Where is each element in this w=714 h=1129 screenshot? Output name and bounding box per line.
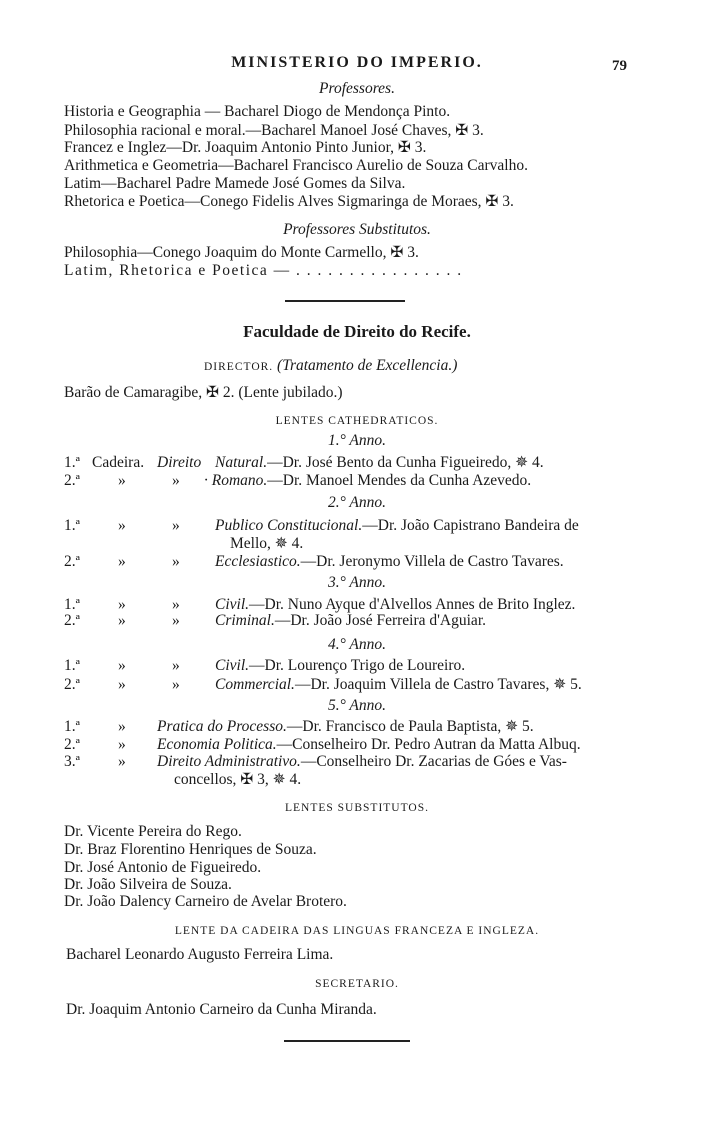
row-col1: » [118,472,126,489]
anno-heading: 4.° Anno. [327,636,386,653]
professores-heading: Professores. [319,80,395,97]
row-text: —Dr. João José Ferreira d'Aguiar. [274,612,486,629]
row-continuation: concellos, ✠ 3, ✵ 4. [174,771,302,788]
page-number: 79 [612,58,627,74]
row-subject: Publico Constitucional. [215,517,363,534]
row-text: —Dr. Lourenço Trigo de Loureiro. [249,657,466,674]
row-col2: » [172,676,180,693]
row-col2: » [172,517,180,534]
row-number: 1.ª [64,657,80,674]
row-col1: » [118,736,126,753]
professor-line: Arithmetica e Geometria—Bacharel Francisco Aurelio de Souza Carvalho. [64,157,528,174]
row-number: 1.ª [64,596,80,613]
professor-line: Latim—Bacharel Padre Mamede José Gomes da Silva. [64,175,406,192]
linguas-name: Bacharel Leonardo Augusto Ferreira Lima. [66,946,334,963]
bottom-divider [284,1040,410,1042]
row-col1: » [118,753,126,770]
row-subject: Civil. [215,596,250,613]
faculdade-title: Faculdade de Direito do Recife. [243,322,471,341]
professor-line: Rhetorica e Poetica—Conego Fidelis Alves Sigmaringa de Moraes, ✠ 3. [64,193,514,210]
row-subject: Economia Politica. [157,736,277,753]
list-item: Dr. José Antonio de Figueiredo. [64,859,262,876]
row-number: 1.ª [64,517,80,534]
row-col1: » [118,657,126,674]
row-text: —Conselheiro Dr. Pedro Autran da Matta Albuq. [276,736,581,753]
linguas-heading: LENTE DA CADEIRA DAS LINGUAS FRANCEZA E INGLEZA. [174,925,540,937]
row-number: 1.ª [64,454,80,471]
anno-heading: 1.° Anno. [327,432,386,449]
row-continuation: Mello, ✵ 4. [230,535,304,552]
row-col1: » [118,676,126,693]
row-col2: » [172,472,180,489]
secretario-name: Dr. Joaquim Antonio Carneiro da Cunha Miranda. [66,1001,377,1018]
row-text: —Dr. Francisco de Paula Baptista, ✵ 5. [286,718,534,735]
anno-heading: 3.° Anno. [327,574,386,591]
row-text: —Dr. Manoel Mendes da Cunha Azevedo. [267,472,532,489]
row-number: 2.ª [64,472,80,489]
row-subject: Direito Administrativo. [157,753,301,770]
row-col2: » [172,553,180,570]
substituto-line: Philosophia—Conego Joaquim do Monte Carmello, ✠ 3. [64,244,419,261]
row-subject: Pratica do Processo. [157,718,287,735]
section-divider [285,300,405,302]
row-subject: Natural. [215,454,268,471]
row-col1: » [118,596,126,613]
anno-heading: 5.° Anno. [327,697,386,714]
lentes-substitutos-heading: LENTES SUBSTITUTOS. [284,802,430,814]
director-line [204,357,457,376]
row-text: —Dr. João Capistrano Bandeira de [362,517,579,534]
professor-line: Philosophia racional e moral.—Bacharel Manoel José Chaves, ✠ 3. [64,122,484,139]
row-col1: » [118,517,126,534]
row-text: —Dr. Nuno Ayque d'Alvellos Annes de Brito Inglez. [249,596,576,613]
director-label: DIRECTOR. [204,361,274,373]
row-col2: » [172,596,180,613]
row-subject: · Romano. [204,472,268,489]
row-subject: Civil. [215,657,250,674]
lentes-cathedraticos-heading: LENTES CATHEDRATICOS. [275,415,439,427]
row-number: 2.ª [64,736,80,753]
row-col2: » [172,612,180,629]
row-text: —Conselheiro Dr. Zacarias de Góes e Vas- [300,753,567,770]
ministry-header: MINISTERIO DO IMPERIO. [231,54,483,71]
row-number: 3.ª [64,753,80,770]
row-text: —Dr. Joaquim Villela de Castro Tavares, ✵ 5. [294,676,582,693]
substituto-line: Latim, Rhetorica e Poetica — . . . . . . . . . . . . . . . . [64,262,463,279]
row-subject: Criminal. [215,612,275,629]
row-col2: Direito [157,454,202,471]
list-item: Dr. João Silveira de Souza. [64,876,232,893]
row-text: —Dr. José Bento da Cunha Figueiredo, ✵ 4. [267,454,544,471]
substitutos-heading: Professores Substitutos. [283,221,431,238]
professor-line: Historia e Geographia — Bacharel Diogo de Mendonça Pinto. [64,103,451,120]
row-number: 2.ª [64,676,80,693]
secretario-heading: SECRETARIO. [315,978,399,990]
row-col1: » [118,718,126,735]
director-name: Barão de Camaragibe, ✠ 2. (Lente jubilado.) [64,384,343,401]
row-subject: Ecclesiastico. [215,553,301,570]
anno-heading: 2.° Anno. [327,494,386,511]
row-subject: Commercial. [215,676,295,693]
row-col1: Cadeira. [92,454,145,471]
row-col1: » [118,612,126,629]
list-item: Dr. Braz Florentino Henriques de Souza. [64,841,317,858]
row-col1: » [118,553,126,570]
list-item: Dr. Vicente Pereira do Rego. [64,823,242,840]
professor-line: Francez e Inglez—Dr. Joaquim Antonio Pinto Junior, ✠ 3. [64,139,427,156]
row-text: —Dr. Jeronymo Villela de Castro Tavares. [300,553,564,570]
row-col2: » [172,657,180,674]
row-number: 1.ª [64,718,80,735]
row-number: 2.ª [64,553,80,570]
list-item: Dr. João Dalency Carneiro de Avelar Brotero. [64,893,347,910]
row-number: 2.ª [64,612,80,629]
director-treatment: (Tratamento de Excellencia.) [277,357,458,374]
